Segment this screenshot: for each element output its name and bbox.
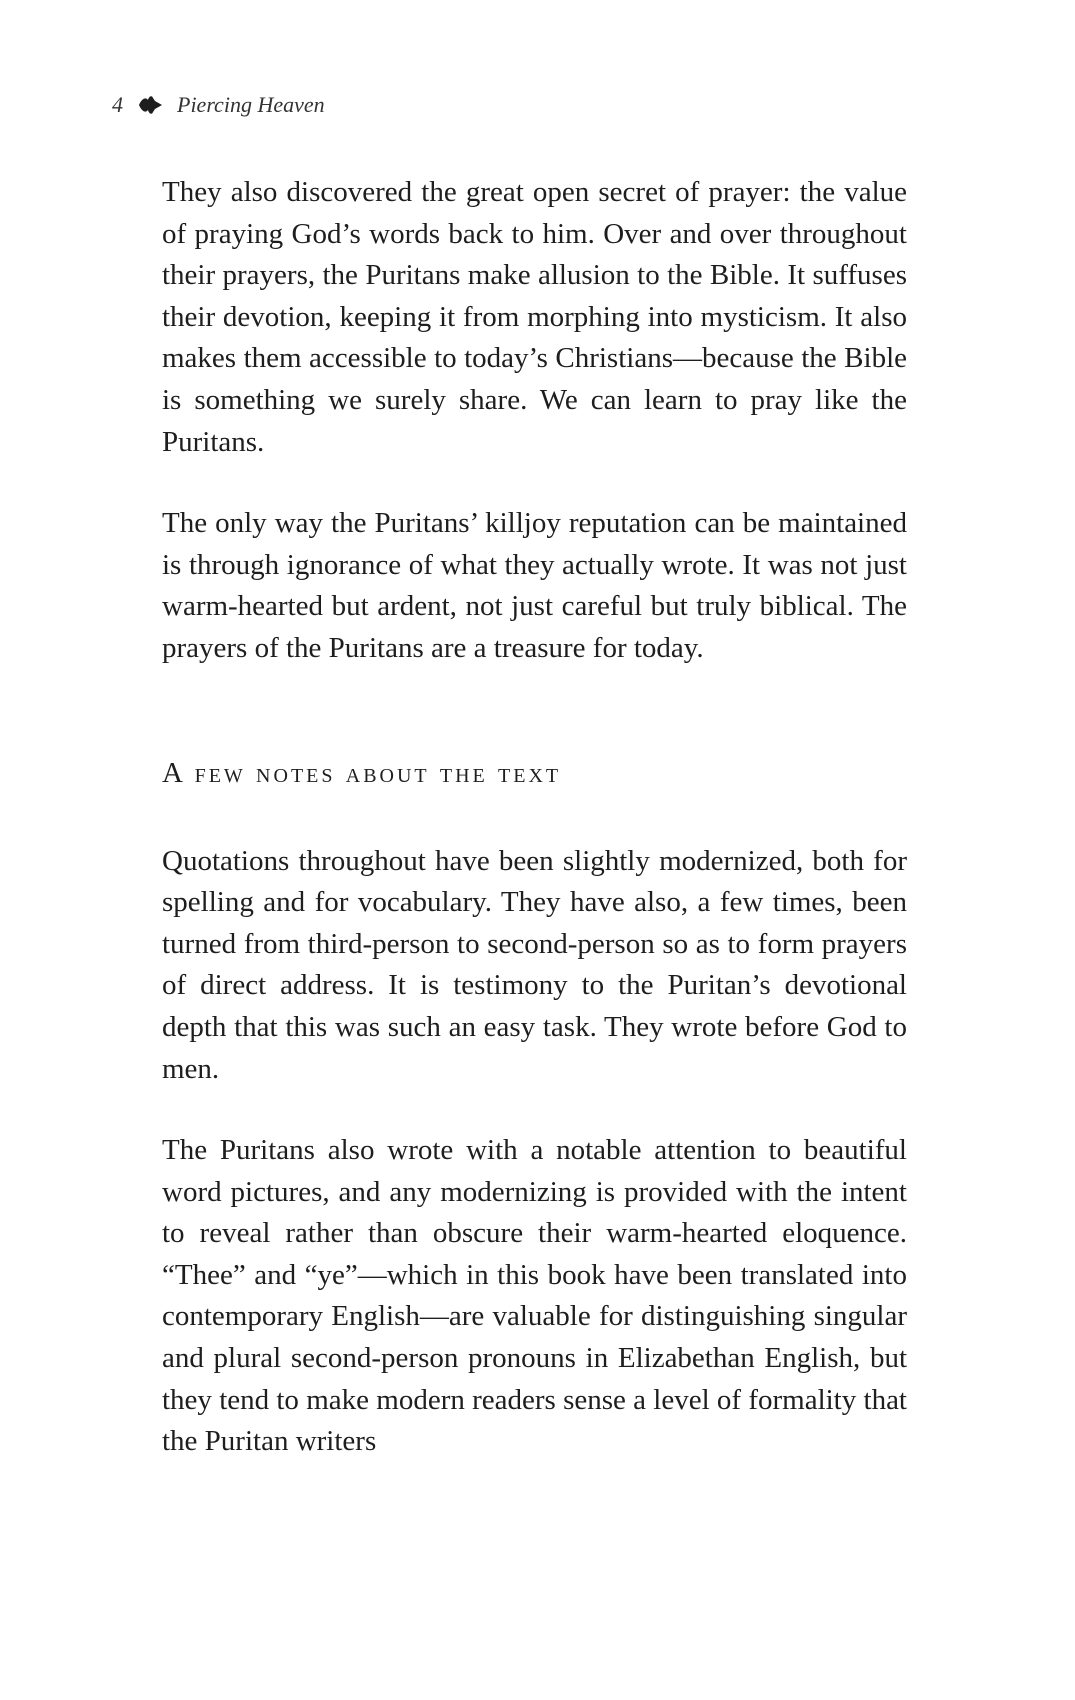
running-head — [112, 88, 325, 122]
paragraph: The only way the Puritans’ killjoy reputation can be maintained is through ignorance of what they actually wrote. It was not just warm-hearted but ardent, not just careful but truly biblical. The prayers of the Puritans are a treasure for today. — [162, 507, 907, 664]
paragraph: The Puritans also wrote with a notable attention to beautiful word pictures, and any modernizing is provided with the intent to reveal rather than obscure their warm-hearted eloquence. “Thee” and “ye”—which in this book have been translated into contemporary English—are valuable for distinguishing singular and plural second-person pronouns in Elizabethan English, but they tend to make modern readers sense a level of formality that the Puritan writers — [162, 1134, 907, 1458]
fleuron-icon — [137, 94, 163, 116]
paragraph: They also discovered the great open secret of prayer: the value of praying God’s words back to him. Over and over throughout their prayers, the Puritans make allusion to the Bible. It suffuses their devotion, keeping it from morphing into mysticism. It also makes them accessible to today’s Christians—because the Bible is something we surely share. We can learn to pray like the Puritans. — [162, 176, 907, 458]
page-number: 4 — [112, 92, 123, 117]
page-body — [162, 172, 907, 1463]
section-heading: A few notes about the text — [162, 756, 562, 789]
running-title: Piercing Heaven — [177, 92, 325, 117]
paragraph: Quotations throughout have been slightly modernized, both for spelling and for vocabulary. They have also, a few times, been turned from third-person to second-person so as to form prayers of direct address. It is testimony to the Puritan’s devotional depth that this was such an easy task. They wrote before God to men. — [162, 844, 907, 1085]
